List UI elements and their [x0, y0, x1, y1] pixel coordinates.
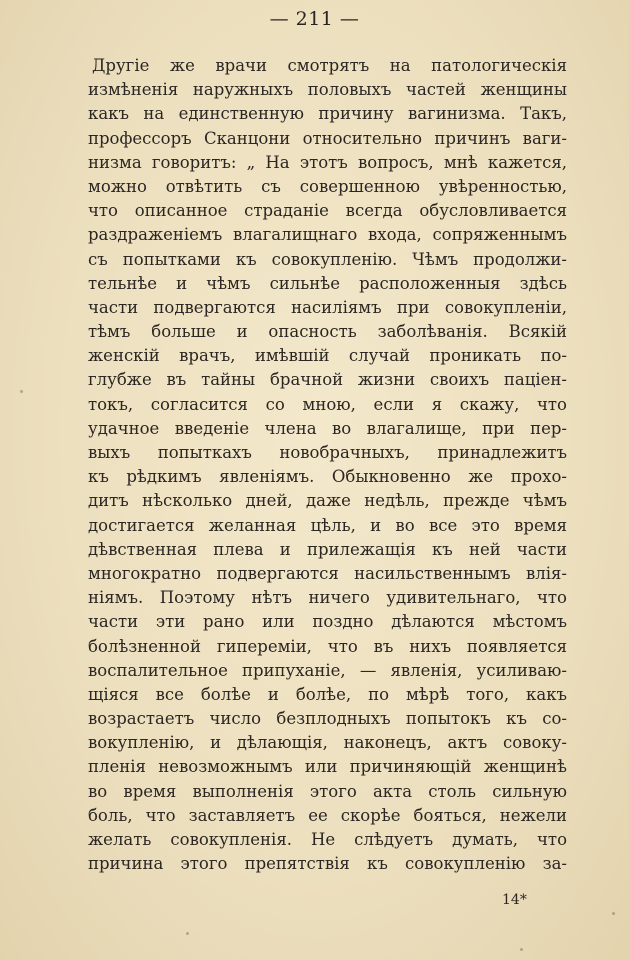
text-line: женскій врачъ, имѣвшій случай проникать по-	[88, 346, 567, 366]
text-line: возрастаетъ число безплодныхъ попытокъ къ со-	[88, 709, 567, 729]
text-line: измѣненія наружныхъ половыхъ частей женщины	[88, 80, 567, 100]
text-line: тельнѣе и чѣмъ сильнѣе расположенныя здѣсь	[88, 273, 567, 293]
text-line: токъ, согласится со мною, если я скажу, что	[88, 394, 567, 414]
text-line: щіяся все болѣе и болѣе, по мѣрѣ того, какъ	[88, 684, 567, 704]
text-line: пленія невозможнымъ или причиняющій женщинѣ	[88, 757, 567, 777]
text-line: многократно подвергаются насильственнымъ влія-	[88, 563, 567, 583]
text-line: во время выполненія этого акта столь сильную	[88, 781, 567, 801]
text-line: тѣмъ больше и опасность заболѣванія. Всякій	[88, 322, 567, 342]
text-line: дитъ нѣсколько дней, даже недѣль, прежде чѣмъ	[88, 491, 567, 511]
text-line: можно отвѣтить съ совершенною увѣренностью,	[88, 176, 567, 196]
text-line: причина этого препятствія къ совокупленію за-	[88, 854, 567, 874]
paper-speck	[20, 390, 23, 393]
text-line: части подвергаются насиліямъ при совокупленіи,	[88, 297, 567, 317]
text-line: глубже въ тайны брачной жизни своихъ паціен-	[88, 370, 567, 390]
text-line: къ рѣдкимъ явленіямъ. Обыкновенно же прохо-	[88, 467, 567, 487]
text-line: части эти рано или поздно дѣлаются мѣстомъ	[88, 612, 567, 632]
paper-speck	[612, 912, 615, 915]
text-line: боль, что заставляетъ ее скорѣе бояться, нежели	[88, 805, 567, 825]
text-line: какъ на единственную причину вагинизма. Такъ,	[88, 104, 567, 124]
text-line: воспалительное припуханіе, — явленія, усиливаю-	[88, 660, 567, 680]
text-line: что описанное страданіе всегда обусловливается	[88, 201, 567, 221]
text-line: удачное введеніе члена во влагалище, при пер-	[88, 418, 567, 438]
body-text	[88, 54, 567, 876]
text-line: раздраженіемъ влагалищнаго входа, сопряженнымъ	[88, 225, 567, 245]
text-line: выхъ попыткахъ новобрачныхъ, принадлежитъ	[88, 443, 567, 462]
page-number: — 211 —	[269, 8, 360, 30]
text-line: вокупленію, и дѣлающія, наконецъ, актъ совоку-	[88, 733, 567, 753]
paper-speck	[520, 948, 523, 951]
text-line: съ попытками къ совокупленію. Чѣмъ продолжи-	[88, 249, 567, 269]
text-line: профессоръ Сканцони относительно причинъ ваги-	[88, 128, 567, 148]
text-line: желать совокупленія. Не слѣдуетъ думать, что	[88, 830, 567, 849]
text-line: Другіе же врачи смотрятъ на патологическія	[92, 56, 567, 75]
paper-speck	[186, 932, 189, 935]
text-line: болѣзненной гипереміи, что въ нихъ появляется	[88, 636, 567, 656]
text-line: достигается желанная цѣль, и во все это время	[88, 515, 567, 535]
text-line: низма говоритъ: „ На этотъ вопросъ, мнѣ кажется,	[88, 152, 567, 172]
signature-mark: 14*	[502, 892, 527, 908]
text-line: ніямъ. Поэтому нѣтъ ничего удивительнаго, что	[88, 588, 567, 608]
text-line: дѣвственная плева и прилежащія къ ней части	[88, 539, 567, 559]
